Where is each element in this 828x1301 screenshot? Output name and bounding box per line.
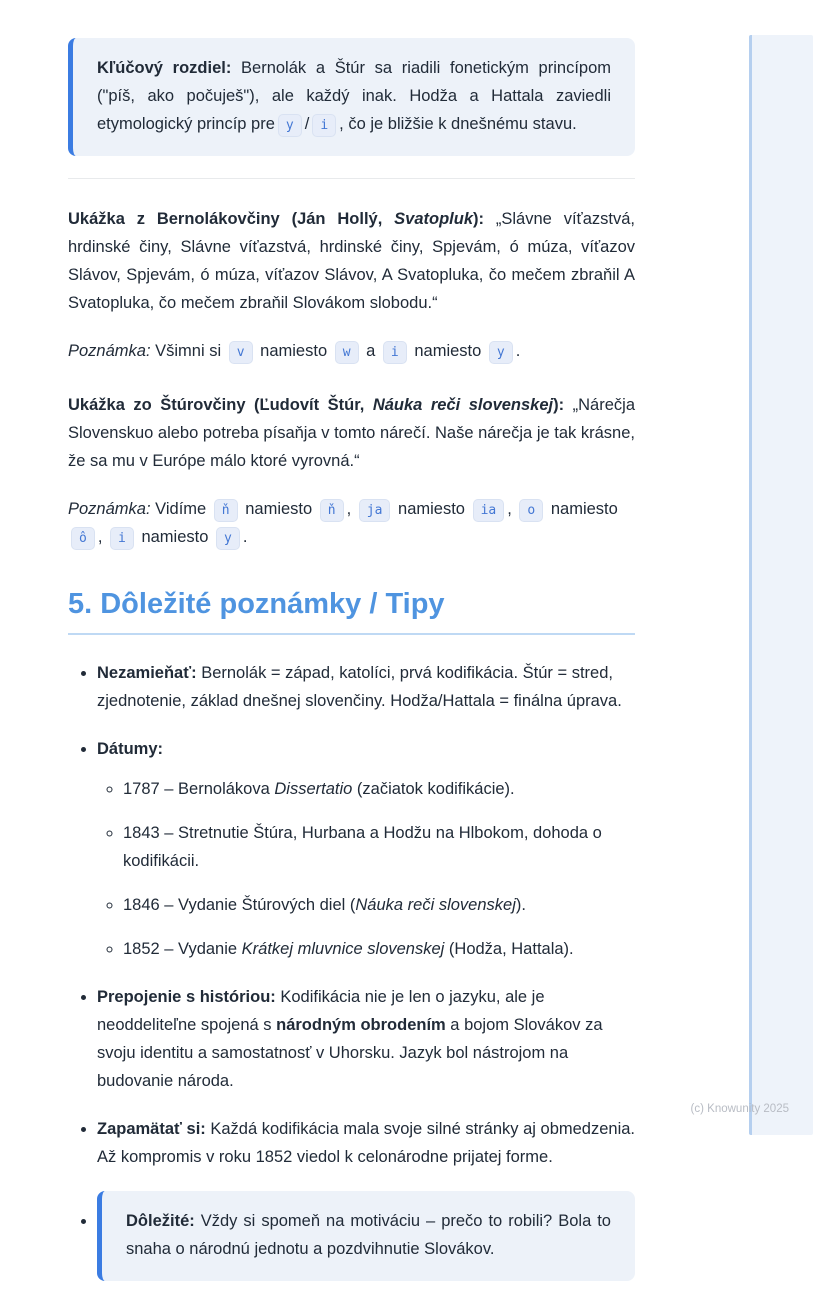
next-page-edge [749,35,813,1135]
list-item-nezamienat [97,659,635,715]
bernolak-sample-paragraph [68,205,635,317]
key-difference-label: Kľúčový rozdiel: [97,59,232,77]
note-text: namiesto [550,500,618,518]
date-work-title: Krátkej mluvnice slovenskej [241,940,445,958]
list-item-bold-label: Prepojenie s históriou: [97,988,276,1006]
note-text: namiesto [245,500,313,518]
list-item-datumy [97,735,635,963]
date-item-1852 [123,935,635,963]
key-difference-separator: / [304,115,310,133]
bernolak-sample-intro: Ukážka z Bernolákovčiny (Ján Hollý, [68,210,395,228]
note-text: . [242,528,248,546]
list-item-bold-label: Zapamätať si: [97,1120,206,1138]
page-content [68,38,635,1301]
code-chip-ja: ja [359,499,391,522]
date-work-title: Dissertatio [274,780,353,798]
note-text: Všimni si [155,342,222,360]
list-item-text: Bernolák = západ, katolíci, prvá kodifikácia. Štúr = stred, zjednotenie, základ dnešnej slovenčiny. Hodža/Hattala = finálna úprava. [97,664,622,710]
date-text: ). [515,896,526,914]
date-item-1787 [123,775,635,803]
date-work-title: Náuka reči slovenskej [355,896,516,914]
note-label: Poznámka: [68,342,151,360]
list-item-bold-label: Dátumy: [97,740,164,758]
code-chip-o-circumflex: ô [71,527,95,550]
code-chip-o: o [519,499,543,522]
tips-list [68,659,635,1281]
date-text: 1843 – Stretnutie Štúra, Hurbana a Hodžu na Hlbokom, dohoda o kodifikácii. [123,824,602,870]
date-text: 1787 – Bernolákova [123,780,275,798]
note-text: namiesto [141,528,209,546]
note-stur [68,495,635,551]
section-heading: 5. Dôležité poznámky / Tipy [68,587,635,635]
date-text: (začiatok kodifikácie). [352,780,515,798]
date-text: 1846 – Vydanie Štúrových diel ( [123,896,356,914]
stur-sample-colon: ): [553,396,565,414]
list-item-bold-label: Nezamieňať: [97,664,197,682]
code-chip-y: y [278,114,302,137]
note-text: namiesto [414,342,482,360]
dates-sub-list [97,775,635,963]
date-text: (Hodža, Hattala). [444,940,574,958]
note-label: Poznámka: [68,500,151,518]
code-chip-n-caron: ň [214,499,238,522]
stur-quote: „Nárečja Slovenskuo alebo potreba písaňja v tomto nárečí. Naše nárečja je tak krásne, že sa mu v Európe málo ktoré vyrovná.“ [68,396,635,470]
note-text: . [515,342,521,360]
code-chip-ia: ia [473,499,505,522]
note-text: , [97,528,103,546]
date-item-1846 [123,891,635,919]
key-difference-paragraph [97,54,611,138]
code-chip-y: y [216,527,240,550]
key-difference-text-1: Bernolák a Štúr sa riadili fonetickým princípom ("píš, ako počuješ"), ale každý inak. Hodža a Hattala zaviedli etymologický princíp pre [97,59,611,133]
list-item-zapamatat [97,1115,635,1171]
code-chip-i: i [110,527,134,550]
key-difference-callout [68,38,635,156]
note-text: Vidíme [155,500,207,518]
note-text: , [507,500,512,518]
copyright-text: (c) Knowunity 2025 [690,1103,789,1115]
note-text: , [346,500,352,518]
key-difference-text-2: , čo je bližšie k dnešnému stavu. [339,115,577,133]
code-chip-i: i [312,114,336,137]
list-item-text: Kodifikácia nie je len o jazyku, ale je neoddeliteľne spojená s [97,988,545,1034]
list-item-dolezite [97,1191,635,1281]
code-chip-n-caron: ň [320,499,344,522]
note-bernolak [68,337,635,365]
bernolak-quote: „Slávne víťazstvá, hrdinské činy, Slávne víťazstvá, hrdinské činy, Spjevám, ó múza, víťazov Slávov, Spjevám, ó múza, víťazov Slávov, A Svatopluka, čo mečem zbraňil A Svatopluka, čo mečem zbraňil Slovákom slobodu.“ [68,210,635,312]
section-divider [68,178,635,179]
bernolak-work-title: Svatopluk [394,210,474,228]
list-item-bold-emphasis: národným obrodením [276,1016,446,1034]
stur-sample-paragraph [68,391,635,475]
important-callout [97,1191,635,1281]
bernolak-sample-colon: ): [473,210,485,228]
date-item-1843 [123,819,635,875]
date-text: 1852 – Vydanie [123,940,242,958]
code-chip-y: y [489,341,513,364]
code-chip-w: w [335,341,359,364]
note-text: namiesto [260,342,328,360]
code-chip-i: i [383,341,407,364]
list-item-text: Každá kodifikácia mala svoje silné stránky aj obmedzenia. Až kompromis v roku 1852 viedol k celonárodne prijatej forme. [97,1120,635,1166]
important-label: Dôležité: [126,1212,195,1230]
stur-sample-intro: Ukážka zo Štúrovčiny (Ľudovít Štúr, [68,396,373,414]
note-text: namiesto [398,500,465,518]
stur-work-title: Náuka reči slovenskej [372,396,554,414]
list-item-text: a bojom Slovákov za svoju identitu a samostatnosť v Uhorsku. Jazyk bol nástrojom na budovanie národa. [97,1016,603,1090]
note-text: a [366,342,376,360]
important-text: Vždy si spomeň na motiváciu – prečo to robili? Bola to snaha o národnú jednotu a pozdvihnutie Slovákov. [126,1212,611,1258]
code-chip-v: v [229,341,253,364]
list-item-prepojenie [97,983,635,1095]
important-paragraph [126,1207,611,1263]
